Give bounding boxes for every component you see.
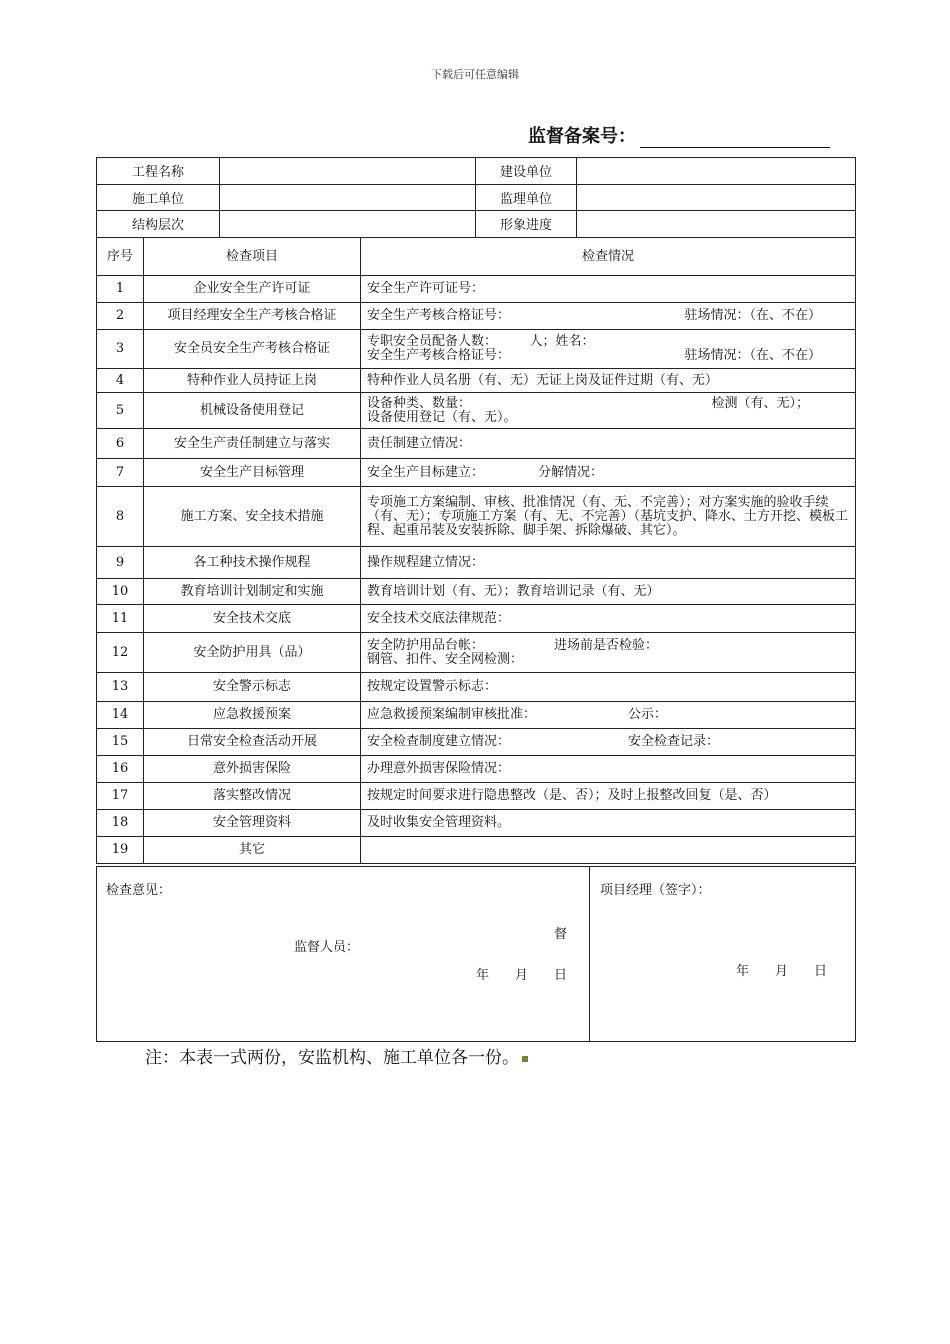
- row-status[interactable]: 责任制建立情况：: [361, 429, 856, 459]
- row-item: 施工方案、安全技术措施: [144, 487, 361, 547]
- small-marker-icon: [522, 1056, 528, 1062]
- row-status[interactable]: 教育培训计划（有、无）；教育培训记录（有、无）: [361, 579, 856, 605]
- row-item: 项目经理安全生产考核合格证: [144, 303, 361, 330]
- row-item: 各工种技术操作规程: [144, 547, 361, 579]
- row-item: 落实整改情况: [144, 783, 361, 810]
- row-status[interactable]: 安全技术交底法律规范：: [361, 605, 856, 633]
- row-item: 机械设备使用登记: [144, 393, 361, 429]
- row-no: 1: [97, 276, 144, 303]
- row-status[interactable]: 按规定时间要求进行隐患整改（是、否）；及时上报整改回复（是、否）: [361, 783, 856, 810]
- row-item: 安全防护用具（品）: [144, 633, 361, 673]
- row-no: 10: [97, 579, 144, 605]
- row-no: 19: [97, 837, 144, 864]
- row-status[interactable]: 办理意外损害保险情况：: [361, 756, 856, 783]
- row-status[interactable]: 安全生产许可证号：: [361, 276, 856, 303]
- row-status[interactable]: 特种作业人员名册（有、无）无证上岗及证件过期（有、无）: [361, 369, 856, 393]
- row-status[interactable]: 安全生产目标建立： 分解情况：: [361, 459, 856, 487]
- row-no: 8: [97, 487, 144, 547]
- row-item: 安全管理资料: [144, 810, 361, 837]
- row-item: 安全警示标志: [144, 673, 361, 702]
- row-no: 17: [97, 783, 144, 810]
- manager-date: 年 月 日: [736, 964, 828, 979]
- field-construction-unit[interactable]: [220, 184, 476, 211]
- page-header: 下载后可任意编辑: [431, 68, 519, 81]
- row-item: 日常安全检查活动开展: [144, 729, 361, 756]
- row-no: 13: [97, 673, 144, 702]
- row-no: 2: [97, 303, 144, 330]
- row-no: 18: [97, 810, 144, 837]
- row-status[interactable]: 设备种类、数量： 检测（有、无）； 设备使用登记（有、无）。: [361, 393, 856, 429]
- row-item: 特种作业人员持证上岗: [144, 369, 361, 393]
- label-supervision-unit: 监理单位: [476, 184, 577, 211]
- field-supervision-unit[interactable]: [577, 184, 856, 211]
- row-item: 其它: [144, 837, 361, 864]
- manager-cell[interactable]: [590, 867, 856, 1042]
- header-no: 序号: [97, 238, 144, 276]
- row-no: 3: [97, 330, 144, 369]
- field-structure[interactable]: [220, 211, 476, 238]
- row-status[interactable]: 专职安全员配备人数： 人；姓名： 安全生产考核合格证号： 驻场情况：（在、不在）: [361, 330, 856, 369]
- row-status[interactable]: 按规定设置警示标志：: [361, 673, 856, 702]
- inspection-table: [96, 237, 856, 864]
- footer-note: 注：本表一式两份，安监机构、施工单位各一份。: [145, 1043, 528, 1068]
- label-builder: 建设单位: [476, 158, 577, 185]
- label-progress: 形象进度: [476, 211, 577, 238]
- row-no: 11: [97, 605, 144, 633]
- row-item: 安全生产责任制建立与落实: [144, 429, 361, 459]
- row-status[interactable]: 专项施工方案编制、审核、批准情况（有、无、不完善）；对方案实施的验收手续（有、无）；专项施工方案（有、无、不完善）（基坑支护、降水、土方开挖、模板工程、起重吊装及安装拆除、脚手架、拆除爆破、其它）。: [361, 487, 856, 547]
- supervisor-date: 年 月 日: [476, 968, 568, 983]
- row-status[interactable]: [361, 837, 856, 864]
- record-number-blank[interactable]: [640, 131, 830, 148]
- supervisor-label: 监督人员：: [294, 940, 360, 955]
- header-item: 检查项目: [144, 238, 361, 276]
- field-builder[interactable]: [577, 158, 856, 185]
- row-status[interactable]: 操作规程建立情况：: [361, 547, 856, 579]
- opinion-cell[interactable]: [97, 867, 590, 1042]
- row-no: 7: [97, 459, 144, 487]
- label-project-name: 工程名称: [97, 158, 220, 185]
- row-item: 企业安全生产许可证: [144, 276, 361, 303]
- row-no: 5: [97, 393, 144, 429]
- row-no: 6: [97, 429, 144, 459]
- row-status[interactable]: 安全生产考核合格证号： 驻场情况：（在、不在）: [361, 303, 856, 330]
- du-char: 督: [554, 927, 568, 942]
- row-status[interactable]: 安全防护用品台帐： 进场前是否检验： 钢管、扣件、安全网检测：: [361, 633, 856, 673]
- row-item: 安全生产目标管理: [144, 459, 361, 487]
- project-info-table: [96, 157, 856, 238]
- label-structure: 结构层次: [97, 211, 220, 238]
- opinion-label: 检查意见：: [106, 883, 172, 898]
- header-status: 检查情况: [361, 238, 856, 276]
- row-no: 9: [97, 547, 144, 579]
- signature-table: [96, 866, 856, 1042]
- field-project-name[interactable]: [220, 158, 476, 185]
- record-number-field: [528, 122, 830, 148]
- row-item: 应急救援预案: [144, 702, 361, 729]
- row-no: 16: [97, 756, 144, 783]
- row-no: 14: [97, 702, 144, 729]
- row-item: 意外损害保险: [144, 756, 361, 783]
- label-construction-unit: 施工单位: [97, 184, 220, 211]
- row-status[interactable]: 及时收集安全管理资料。: [361, 810, 856, 837]
- row-item: 安全员安全生产考核合格证: [144, 330, 361, 369]
- field-progress[interactable]: [577, 211, 856, 238]
- row-status[interactable]: 安全检查制度建立情况： 安全检查记录：: [361, 729, 856, 756]
- row-no: 4: [97, 369, 144, 393]
- manager-label: 项目经理（签字）：: [600, 883, 711, 898]
- row-no: 15: [97, 729, 144, 756]
- row-item: 教育培训计划制定和实施: [144, 579, 361, 605]
- row-status[interactable]: 应急救援预案编制审核批准： 公示：: [361, 702, 856, 729]
- row-no: 12: [97, 633, 144, 673]
- record-number-label: 监督备案号：: [528, 126, 636, 147]
- row-item: 安全技术交底: [144, 605, 361, 633]
